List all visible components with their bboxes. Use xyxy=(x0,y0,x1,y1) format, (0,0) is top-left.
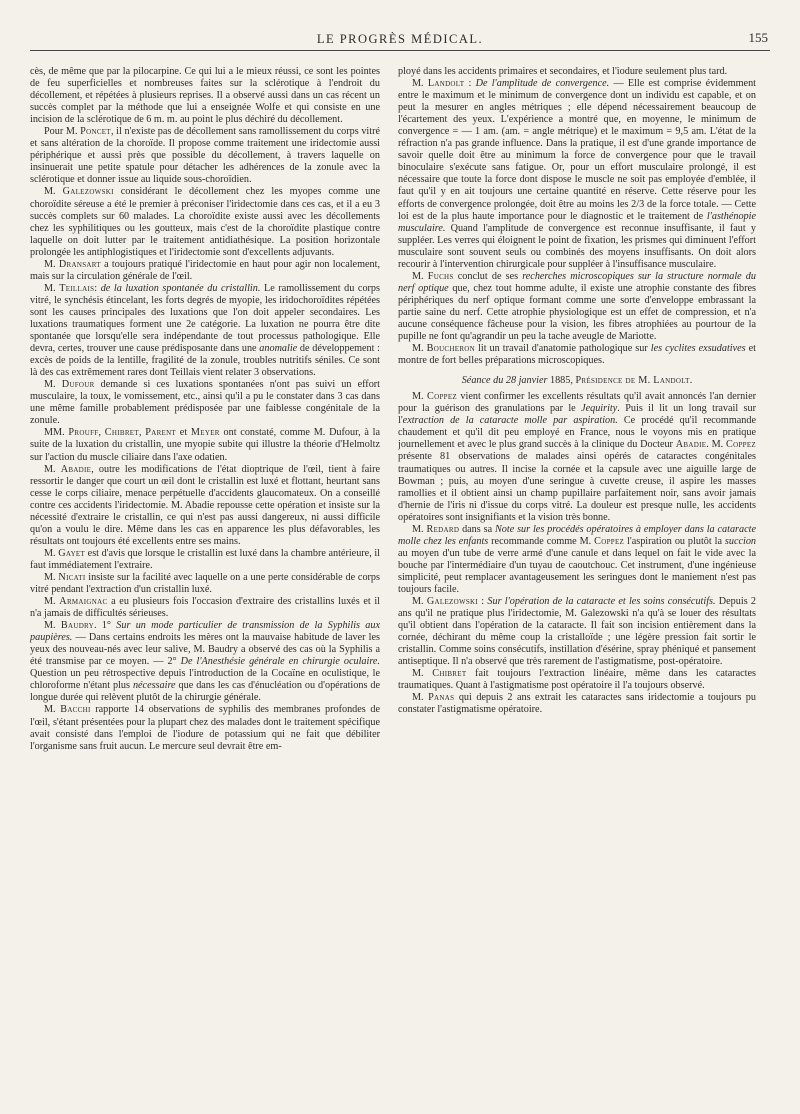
text-run: que dans les cas d'énucléation ou d'opérations de longue durée qui relèvent plutôt de la chirurgie générale. xyxy=(30,680,380,704)
text-run: . M. xyxy=(706,439,726,451)
paragraph xyxy=(398,66,756,78)
author-name: Galezowski xyxy=(426,596,479,608)
text-run: M. xyxy=(44,571,59,583)
paragraph xyxy=(30,704,380,752)
right-column xyxy=(398,66,756,1106)
italic-phrase: Sur un mode particulier de transmission de la Syphilis aux paupières. xyxy=(30,620,380,644)
text-run: vient confirmer les excellents résultats qu'il avait annoncés l'an dernier pour la guérison des granulations par le xyxy=(398,391,756,415)
running-header xyxy=(30,28,770,51)
author-name: Coppez xyxy=(427,391,458,403)
paragraph xyxy=(30,620,380,704)
italic-phrase: extraction de la cataracte molle par aspiration. xyxy=(402,415,618,427)
italic-phrase: 28 janvier xyxy=(505,375,548,387)
author-name: Bacchi xyxy=(60,704,91,716)
text-run: lit un travail d'anatomie pathologique sur xyxy=(475,343,651,355)
text-run: M. xyxy=(44,704,61,716)
author-name: Abadie xyxy=(60,463,92,475)
italic-phrase: Séance du xyxy=(461,375,506,387)
text-run: 1885, xyxy=(547,375,576,387)
author-name: Baudry xyxy=(60,620,94,632)
text-run: conclut de ses xyxy=(453,270,523,282)
author-name: Dufour xyxy=(61,379,95,391)
text-run: de développement : excès de poids de la lentille, fragilité de la zonule, troubles nutritifs séniles. Ce sont là des cas extrêmement rares dont Teillais vient relater 3 observations. xyxy=(30,343,380,379)
paragraph xyxy=(398,343,756,367)
paragraph xyxy=(30,427,380,463)
page-number: 155 xyxy=(748,30,768,45)
text-run: M. xyxy=(44,258,59,270)
paragraph xyxy=(398,596,756,668)
text-run: a eu plusieurs fois l'occasion d'extraire des cristallins luxés et il n'a jamais de difficultés sérieuses. xyxy=(30,596,380,620)
author-name: Chibret xyxy=(432,668,467,680)
italic-phrase: Jequirity xyxy=(581,403,618,415)
text-run: M. xyxy=(44,186,63,198)
text-run: fait toujours l'extraction linéaire, même dans les cataractes traumatiques. Quant à l'astigmatisme post opératoire il l'a toujours observé. xyxy=(398,668,756,692)
author-name: Panas xyxy=(428,692,455,704)
author-name: Nicati xyxy=(58,571,86,583)
author-name: Landolt xyxy=(427,78,465,90)
text-run: , il n'existe pas de décollement sans ramollissement du corps vitré et sans altération de la choroïde. Il propose comme traitement une iridectomie aussi périphérique et aussi près que possible du décollement, à travers laquelle on insinuerait une petite spatule pour détacher les adhérences de la zonule avec la sclérotique et donner issue au liquide sous-choroïdien. xyxy=(30,126,380,186)
text-run: a toujours pratiqué l'iridectomie en haut pour agir non localement, mais sur la circulation générale de l'œil. xyxy=(30,258,380,282)
italic-phrase: succion xyxy=(724,535,756,547)
author-name: Prouff xyxy=(68,427,99,439)
author-name: Abadie xyxy=(675,439,707,451)
text-run: rapporte 14 observations de syphilis des membranes profondes de l'œil, s'étant présentées pour la plupart chez des malades dont le traitement spécifique avait consisté dans l'emploi de l'iodure de potassium qui ne fait que débiliter l'organisme sans fruit aucun. Le mercure seul devrait être em- xyxy=(30,704,380,752)
text-run: M. xyxy=(412,78,428,90)
journal-title: LE PROGRÈS MÉDICAL. xyxy=(316,32,484,46)
italic-phrase: recherches microscopiques sur la structure normale du nerf optique xyxy=(398,270,756,294)
text-run: : xyxy=(464,78,476,90)
text-run: , xyxy=(138,427,146,439)
author-name: Chibret xyxy=(104,427,139,439)
italic-phrase: Note sur les procédés opératoires à employer dans la cataracte molle chez les enfants xyxy=(398,523,756,547)
italic-phrase: De l'Anesthésie générale en chirurgie oculaire. xyxy=(180,656,380,668)
italic-phrase: de la luxation spontanée du cristallin. xyxy=(100,282,261,294)
text-run: est d'avis que lorsque le cristallin est luxé dans la chambre antérieure, il faut immédiatement l'extraire. xyxy=(30,547,380,571)
paragraph xyxy=(30,66,380,126)
paragraph xyxy=(398,692,756,716)
text-run: Question un peu rétrospective depuis l'introduction de la Cocaïne en oculistique, le chloroforme n'étant plus xyxy=(30,668,380,692)
text-run: , xyxy=(98,427,105,439)
text-run: — Elle est comprise évidemment entre le maximum et le minimum de convergence dont un individu est capable, et on peut la mesurer en angles métriques ; elle dépend nécessairement beaucoup de l'écartement des yeux. L'expérience a montré que, en moyenne, le minimum de convergence = — 1 am. (am. = angle métrique) et le maximum = 9,5 am. L'état de la réfraction n'a pas grande influence. Dans la pratique, il est d'une grande importance de savoir quelle doit être au minimum la force de convergence pour que le travail binoculaire s'exécute sans fatigue. Or, pour un effort musculaire prolongé, il est nécessaire que toute la force dont dispose le muscle ne soit pas employée d'emblée, il faut qu'il y en ait toujours une certaine quantité en réserve. Cette réserve pour les efforts de convergence prolongée, doit être au moins les 2/3 de la force totale. — Cette loi est de la plus haute importance pour le diagnostic et le traitement de xyxy=(398,78,756,222)
paragraph xyxy=(398,271,756,343)
text-run: insiste sur la facilité avec laquelle on a une perte considérable de corps vitré pendant l'extraction d'un cristallin luxé. xyxy=(30,571,380,596)
text-run: M. xyxy=(412,270,428,282)
text-run: : xyxy=(478,596,488,608)
paragraph xyxy=(30,596,380,620)
paragraph xyxy=(30,379,380,427)
author-name: Teillais xyxy=(59,282,95,294)
text-run: . 1° xyxy=(94,620,117,632)
author-name: Présidence de M. Landolt xyxy=(575,375,690,387)
author-name: Fuchs xyxy=(427,270,454,282)
paragraph xyxy=(30,186,380,258)
author-name: Meyer xyxy=(190,427,220,439)
text-run: M. xyxy=(44,620,61,632)
italic-phrase: les cyclites exsudatives xyxy=(650,343,746,355)
text-run: au moyen d'un tube de verre armé d'une canule et dans lequel on fait le vide avec la bouche par l'intermédiaire d'un tuyau de caoutchouc. Cet instrument, d'une ingénieuse simplicité, peut remplacer avantageusement les seringues dont le maniement n'est pas toujours facile. xyxy=(398,547,756,595)
text-run: Quand l'amplitude de convergence est reconnue insuffisante, il faut y suppléer. Les verres qui éloignent le point de fixation, les prismes qui diminuent l'effort musculaire sont souvent seuls ou combinés des moyens insuffisants. On doit alors recourir à l'intervention chirurgicale pour suppléer à l'insuffisance musculaire. xyxy=(398,222,756,270)
text-run: M. xyxy=(412,692,429,704)
text-run: Pour M. xyxy=(44,126,81,138)
text-run: ployé dans les accidents primaires et secondaires, et l'iodure seulement plus tard. xyxy=(398,66,728,77)
left-column xyxy=(30,66,380,1106)
paragraph xyxy=(398,524,756,596)
text-run: M. xyxy=(44,547,59,559)
text-run: présente 81 observations de malades ainsi opérés de cataractes congénitales traumatiques ou autres. Il incise la cornée et la capsule avec une aiguille large de Bowman ; puis, au moyen d'une seringue à cuvette creuse, il aspire les masses ramollies et il obtient ainsi un champ pupillaire parfaitement noir, sans avoir jamais d'hernie de l'iris ni d'issue du corps vitré. La douleur est presque nulle, les accidents opératoires sont insignifiants et la vision très bonne. xyxy=(398,451,756,523)
text-run: M. xyxy=(44,463,61,475)
text-run: M. xyxy=(412,343,427,355)
text-run: M. xyxy=(44,379,62,391)
paragraph xyxy=(398,78,756,271)
author-name: Coppez xyxy=(594,535,625,547)
text-run: demande si ces luxations spontanées n'ont pas suivi un effort musculaire, la toux, le vomissement, etc., ainsi qu'il a pu le constater dans 3 cas dans une même famille probablement prédisposée par une faiblesse congénitale de la zonule. xyxy=(30,379,380,427)
text-run: Le ramollissement du corps vitré, le synchésis étincelant, les forts degrés de myopie, les iridochoroïdites répétées sont les causes principales des luxations que l'on doit appeler secondaires. Les luxations traumatiques forment une 2e catégorie. La luxation ne pourra être dite spontanée que lorsqu'elle sera indépendante de tout processus pathologique. Elle devra, certes, trouver une cause prédisposante dans une xyxy=(30,282,380,355)
paragraph xyxy=(30,548,380,572)
text-run: M. xyxy=(44,282,60,294)
text-run: qui depuis 2 ans extrait les cataractes sans iridectomie a toujours pu constater l'astigmatisme opératoire. xyxy=(398,692,756,716)
text-run: Depuis 2 ans qu'il ne pratique plus l'iridectomie, M. Galezowski n'a qu'à se louer des résultats qu'il obtient dans l'opération de la cataracte. Il fait son incision entièrement dans la cornée, déchirant du même coup la cristalloïde ; une légère pression fait sortir le cristallin. Comme soins consécutifs, instillation d'ésérine, spray phéniqué et pansement antiseptique. Il n'a observé que très rarement de l'astigmatisme, post-opératoire. xyxy=(398,596,756,668)
author-name: Boucheron xyxy=(426,343,476,355)
text-run: , outre les modifications de l'état dioptrique de l'œil, tient à faire ressortir le danger que court un œil dont le cristallin est luxé et flottant, heurtant sans cesse le corps ciliaire, menace perpétuelle d'accidents glaucomateux. On a conseillé contre ces accidents l'iridectomie. M. Abadie repousse cette opération et insiste sur la nécessité d'extraire le cristallin, ce qui n'est pas aussi dangereux, ni aussi difficile qu'on a voulu le dire. Même dans les cas en apparence les plus défavorables, les résultats ont toujours été excellents entre ses mains. xyxy=(30,463,380,547)
text-run: : xyxy=(94,282,101,294)
text-run: considérant le décollement chez les myopes comme une choroïdite séreuse a été le premier à préconiser l'iridectomie dans ces cas, et il a eu 3 succès complets sur 60 malades. La choroïdite existe aussi avec les décollements chez les syphilitiques ou les goutteux, mais c'est de la choroïdite plastique contre laquelle on doit lutter par le traitement antidiathésique. La position horizontale prolongée les antiphlogistiques et l'iridectomie sont d'excellents adjuvants. xyxy=(30,186,380,258)
text-run: . xyxy=(689,375,693,387)
author-name: Armaignac xyxy=(59,596,108,608)
author-name: Gayet xyxy=(58,547,86,559)
text-run: et montre de fort belles préparations microscopiques. xyxy=(398,343,756,367)
italic-phrase: nécessaire xyxy=(132,680,176,692)
text-run: MM. xyxy=(44,427,69,439)
author-name: Galezowski xyxy=(62,186,114,198)
text-run: cès, de même que par la pilocarpine. Ce qui lui a le mieux réussi, ce sont les pointes de feu superficielles et nombreuses faites sur la sclérotique à l'endroit du décollement, et répétées à plusieurs reprises. Il a observé aussi dans un cas récent un succès complet par la méthode que lui a enseignée Wolfe et qui consiste en une incision de la sclérotique de 6 m. m. au point le plus déchiré du décollement. xyxy=(30,66,380,126)
text-run: . Puis il lit un long travail sur l' xyxy=(398,403,756,427)
italic-phrase: Sur l'opération de la cataracte et les soins consécutifs. xyxy=(487,596,716,608)
paragraph xyxy=(30,464,380,548)
paragraph xyxy=(398,391,756,524)
text-run: l'aspiration ou plutôt la xyxy=(624,535,725,547)
paragraph xyxy=(30,259,380,283)
text-run: que, chez tout homme adulte, il existe une atrophie constante des fibres périphériques du nerf optique formant comme une sorte d'enveloppe embrassant la partie saine du nerf. Cette atrophie physiologique est un effet de compression, et n'a aucune conséquence fâcheuse pour la vision, les fibres atrophiées au pourtour de la pupille ne font qu'agrandir un peu la tache aveugle de Mariotte. xyxy=(398,282,756,343)
text-run: Ce procédé qu'il recommande chaudement et qu'il dit peu employé en France, nous le voyons mis en pratique journellement et avec le plus grand succès à la clinique du Docteur xyxy=(398,415,756,451)
paragraph xyxy=(30,283,380,379)
text-run: M. xyxy=(412,596,427,608)
paragraph xyxy=(30,572,380,596)
text-run: dans sa xyxy=(459,523,495,535)
author-name: Redard xyxy=(426,523,460,535)
author-name: Poncet xyxy=(80,126,111,138)
text-run: ont constaté, comme M. Dufour, à la suite de la luxation du cristallin, une myopie subite qui illustre la théorie d'Helmoltz sur l'action du muscle ciliaire dans l'axe odatien. xyxy=(30,427,380,463)
text-run: et xyxy=(176,427,191,439)
paragraph xyxy=(398,668,756,692)
text-run: M. xyxy=(412,668,433,680)
italic-phrase: anomalie xyxy=(259,343,298,355)
italic-phrase: De l'amplitude de convergence. xyxy=(475,78,610,90)
text-run: M. xyxy=(412,523,427,535)
paragraph xyxy=(30,126,380,186)
text-run: recommande comme M. xyxy=(488,535,595,547)
author-name: Parent xyxy=(145,427,177,439)
text-run: M. xyxy=(44,596,60,608)
author-name: Dransart xyxy=(58,258,101,270)
author-name: Coppez xyxy=(726,439,756,451)
text-run: — Dans certains endroits les mères ont la mauvaise habitude de laver les yeux des nouveau-nés avec leur salive, M. Baudry a observé des cas où la Syphilis a été transmise par ce moyen. — 2° xyxy=(30,632,380,668)
session-heading xyxy=(398,375,756,387)
italic-phrase: l'asthénopie musculaire. xyxy=(398,210,756,234)
text-run: M. xyxy=(412,391,428,403)
